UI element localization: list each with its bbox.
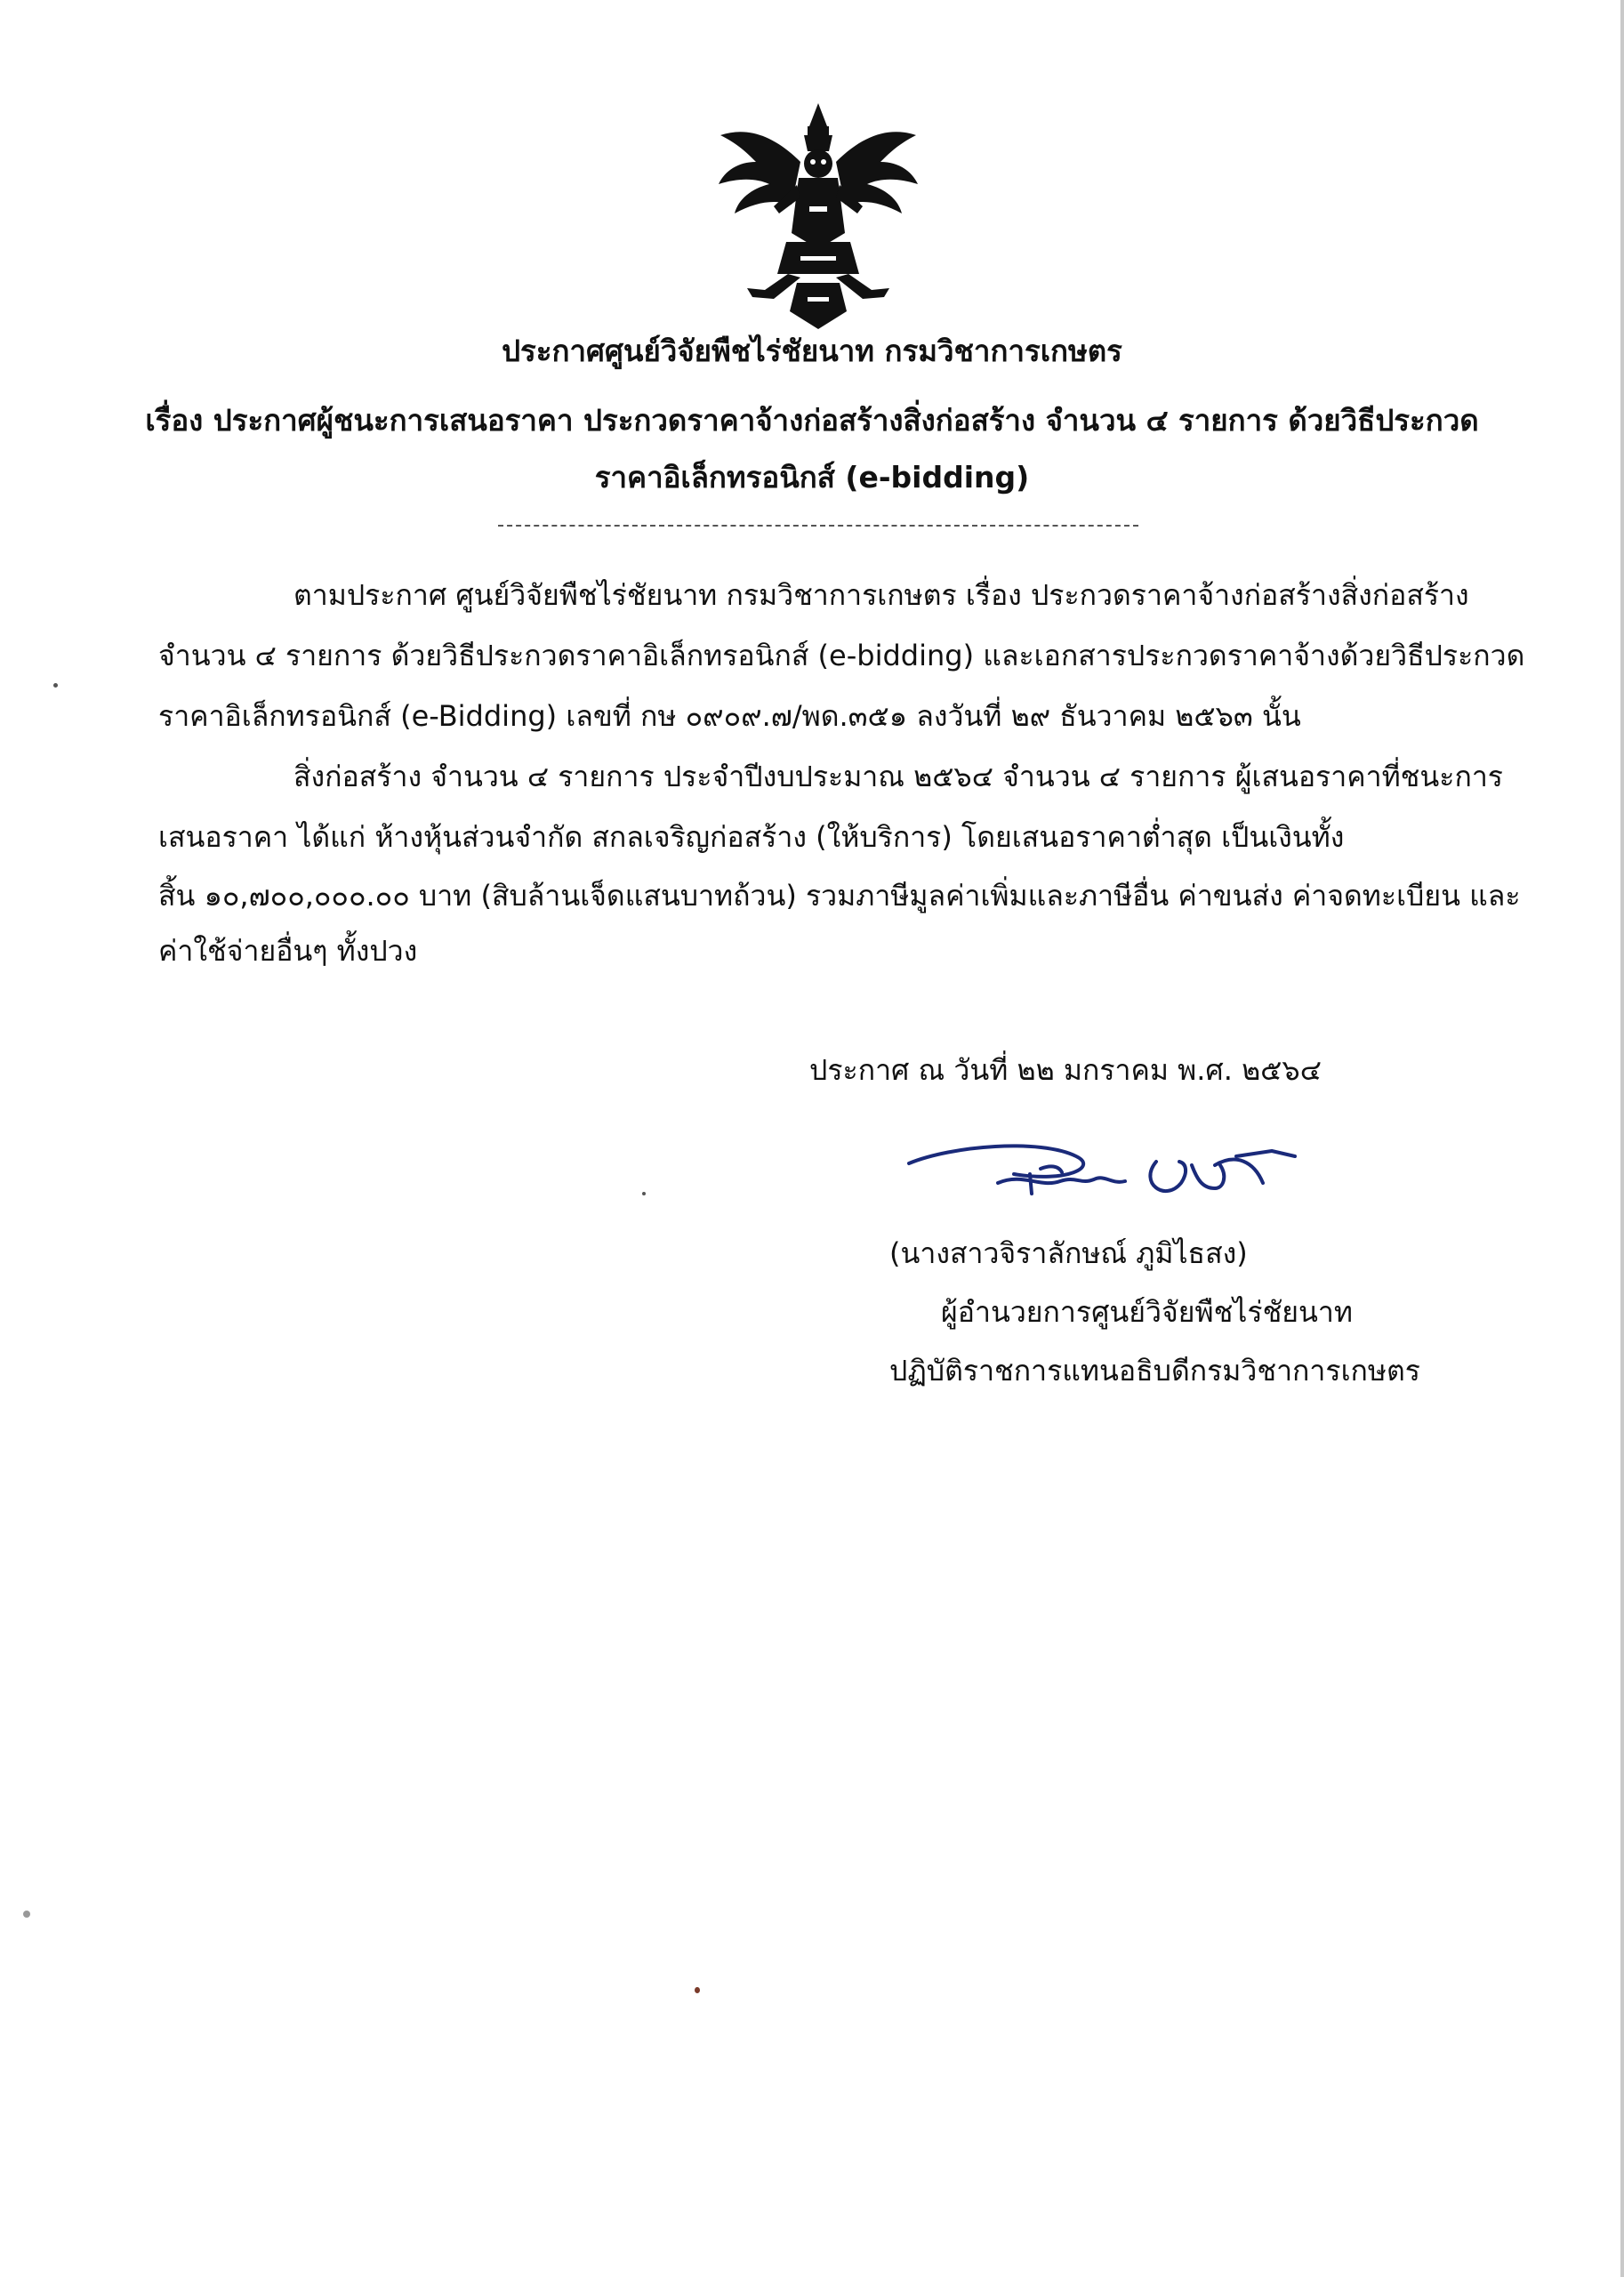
scan-speck — [642, 1192, 646, 1195]
handwritten-signature — [898, 1130, 1325, 1227]
divider-line — [498, 525, 1138, 527]
signatory-position: ผู้อำนวยการศูนย์วิจัยพืชไร่ชัยนาท — [941, 1295, 1353, 1329]
scan-speck — [23, 1911, 30, 1918]
signatory-acting-position: ปฏิบัติราชการแทนอธิบดีกรมวิชาการเกษตร — [889, 1354, 1420, 1388]
announcement-title: ประกาศศูนย์วิจัยพืชไร่ชัยนาท กรมวิชาการเกษตร — [502, 334, 1122, 368]
body-line: เสนอราคา ได้แก่ ห้างหุ้นส่วนจำกัด สกลเจริญก่อสร้าง (ให้บริการ) โดยเสนอราคาต่ำสุด เป็นเงินทั้ง — [158, 820, 1345, 854]
body-line: ราคาอิเล็กทรอนิกส์ (e-Bidding) เลขที่ กษ ๐๙๐๙.๗/พด.๓๕๑ ลงวันที่ ๒๙ ธันวาคม ๒๕๖๓ นั้น — [158, 699, 1301, 733]
body-line: ค่าใช้จ่ายอื่นๆ ทั้งปวง — [158, 934, 418, 968]
announcement-date: ประกาศ ณ วันที่ ๒๒ มกราคม พ.ศ. ๒๕๖๔ — [809, 1053, 1322, 1087]
body-line: สิ่งก่อสร้าง จำนวน ๔ รายการ ประจำปีงบประมาณ ๒๕๖๔ จำนวน ๔ รายการ ผู้เสนอราคาที่ชนะการ — [293, 760, 1503, 793]
announcement-subject: เรื่อง ประกาศผู้ชนะการเสนอราคา ประกวดราคาจ้างก่อสร้างสิ่งก่อสร้าง จำนวน ๔ รายการ ด้วยวิธีประกวด — [145, 403, 1479, 438]
signatory-name: (นางสาวจิราลักษณ์ ภูมิไธสง) — [889, 1236, 1248, 1270]
garuda-emblem-icon — [712, 100, 925, 333]
body-line: ตามประกาศ ศูนย์วิจัยพืชไร่ชัยนาท กรมวิชาการเกษตร เรื่อง ประกวดราคาจ้างก่อสร้างสิ่งก่อสร้าง — [293, 578, 1469, 612]
announcement-subject-cont: ราคาอิเล็กทรอนิกส์ (e-bidding) — [594, 460, 1030, 495]
scan-speck — [53, 683, 58, 688]
body-line: สิ้น ๑๐,๗๐๐,๐๐๐.๐๐ บาท (สิบล้านเจ็ดแสนบาทถ้วน) รวมภาษีมูลค่าเพิ่มและภาษีอื่น ค่าขนส่ง ค่าจดทะเบียน และ — [158, 879, 1521, 913]
scan-speck — [695, 1987, 700, 1993]
body-line: จำนวน ๔ รายการ ด้วยวิธีประกวดราคาอิเล็กทรอนิกส์ (e-bidding) และเอกสารประกวดราคาจ้างด้วยวิธีประกวด — [158, 639, 1525, 672]
